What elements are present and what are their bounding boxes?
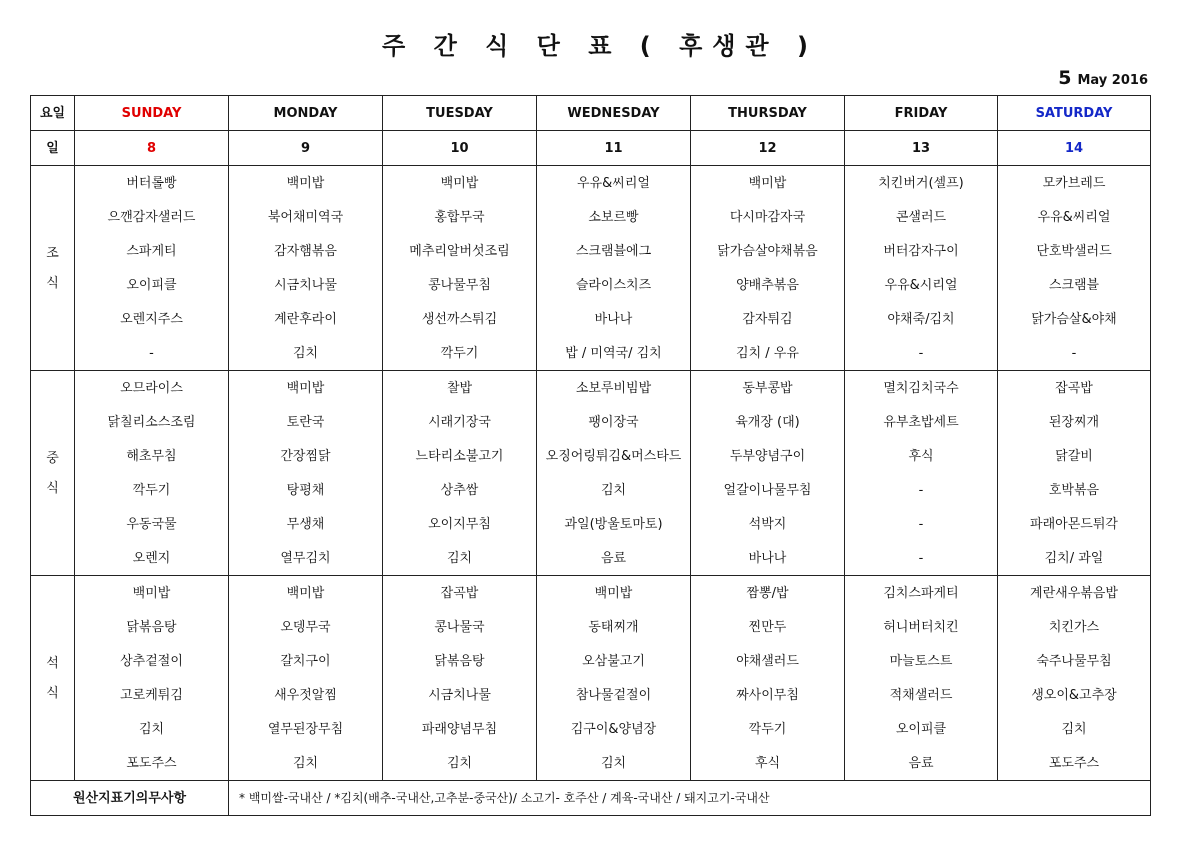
menu-item-cell: 마늘토스트 — [845, 644, 998, 678]
breakfast-row — [31, 336, 1151, 371]
menu-item-cell: 단호박샐러드 — [998, 234, 1151, 268]
breakfast-row — [31, 302, 1151, 336]
menu-item-cell: 찐만두 — [691, 610, 845, 644]
menu-item-cell: 닭가슴살&야채 — [998, 302, 1151, 336]
date-cell-tuesday: 10 — [383, 131, 537, 166]
menu-item-cell: 백미밥 — [691, 166, 845, 201]
menu-item-cell: 바나나 — [537, 302, 691, 336]
menu-item-cell: 김구이&양념장 — [537, 712, 691, 746]
menu-item-cell: 생오이&고추장 — [998, 678, 1151, 712]
menu-item-cell: 오렌지 — [75, 541, 229, 576]
menu-item-cell: 감자튀김 — [691, 302, 845, 336]
menu-item-cell: 짬뽕/밥 — [691, 576, 845, 611]
breakfast-row — [31, 268, 1151, 302]
menu-item-cell: 콩나물국 — [383, 610, 537, 644]
day-header-monday: MONDAY — [229, 96, 383, 131]
menu-item-cell: 찰밥 — [383, 371, 537, 406]
menu-item-cell: 간장찜닭 — [229, 439, 383, 473]
menu-item-cell: 치킨버거(셀프) — [845, 166, 998, 201]
dinner-label: 석 식 — [31, 576, 75, 781]
menu-item-cell: 버터롤빵 — [75, 166, 229, 201]
menu-item-cell: 다시마감자국 — [691, 200, 845, 234]
breakfast-row — [31, 200, 1151, 234]
menu-item-cell: 계란새우볶음밥 — [998, 576, 1151, 611]
lunch-label: 중 식 — [31, 371, 75, 576]
menu-item-cell: 김치 — [998, 712, 1151, 746]
menu-item-cell: 김치 — [383, 746, 537, 781]
menu-item-cell: 오징어링튀김&머스타드 — [537, 439, 691, 473]
menu-item-cell: 닭볶음탕 — [383, 644, 537, 678]
menu-item-cell: 닭갈비 — [998, 439, 1151, 473]
menu-item-cell: 갈치구이 — [229, 644, 383, 678]
menu-item-cell: 육개장 (대) — [691, 405, 845, 439]
weekday-header-row — [31, 96, 1151, 131]
menu-item-cell: 콩나물무침 — [383, 268, 537, 302]
menu-item-cell: 오이피클 — [75, 268, 229, 302]
menu-item-cell: 적채샐러드 — [845, 678, 998, 712]
origin-info-row — [31, 781, 1151, 816]
day-header-friday: FRIDAY — [845, 96, 998, 131]
breakfast-label: 조 식 — [31, 166, 75, 371]
lunch-row — [31, 541, 1151, 576]
menu-item-cell: 홍합무국 — [383, 200, 537, 234]
menu-item-cell: 오이피클 — [845, 712, 998, 746]
menu-item-cell: 새우젓알찜 — [229, 678, 383, 712]
menu-item-cell: - — [845, 336, 998, 371]
date-day: 5 — [1058, 67, 1072, 89]
menu-item-cell: 백미밥 — [537, 576, 691, 611]
menu-item-cell: 북어채미역국 — [229, 200, 383, 234]
menu-item-cell: 슬라이스치즈 — [537, 268, 691, 302]
menu-item-cell: 야채샐러드 — [691, 644, 845, 678]
breakfast-row — [31, 166, 1151, 201]
menu-item-cell: 백미밥 — [229, 371, 383, 406]
menu-item-cell: 소보루비빔밥 — [537, 371, 691, 406]
dinner-row — [31, 644, 1151, 678]
date-cell-sunday: 8 — [75, 131, 229, 166]
menu-item-cell: 바나나 — [691, 541, 845, 576]
dinner-row — [31, 678, 1151, 712]
menu-item-cell: 후식 — [845, 439, 998, 473]
date-cell-thursday: 12 — [691, 131, 845, 166]
menu-item-cell: 숙주나물무침 — [998, 644, 1151, 678]
menu-item-cell: 상추쌈 — [383, 473, 537, 507]
lunch-row — [31, 507, 1151, 541]
date-cell-monday: 9 — [229, 131, 383, 166]
menu-item-cell: 김치 — [537, 746, 691, 781]
menu-item-cell: 상추겉절이 — [75, 644, 229, 678]
dinner-row — [31, 712, 1151, 746]
menu-item-cell: 후식 — [691, 746, 845, 781]
menu-item-cell: 시금치나물 — [229, 268, 383, 302]
menu-item-cell: 닭볶음탕 — [75, 610, 229, 644]
menu-item-cell: 허니버터치킨 — [845, 610, 998, 644]
menu-item-cell: 김치 / 우유 — [691, 336, 845, 371]
menu-item-cell: 백미밥 — [75, 576, 229, 611]
menu-item-cell: 짜사이무침 — [691, 678, 845, 712]
date-cell-wednesday: 11 — [537, 131, 691, 166]
menu-item-cell: 두부양념구이 — [691, 439, 845, 473]
menu-item-cell: 포도주스 — [75, 746, 229, 781]
menu-item-cell: 오삼불고기 — [537, 644, 691, 678]
menu-item-cell: 치킨가스 — [998, 610, 1151, 644]
date-month-year: May 2016 — [1077, 73, 1148, 88]
day-header-saturday: SATURDAY — [998, 96, 1151, 131]
menu-item-cell: 음료 — [845, 746, 998, 781]
date-cell-saturday: 14 — [998, 131, 1151, 166]
menu-item-cell: 무생채 — [229, 507, 383, 541]
day-header-sunday: SUNDAY — [75, 96, 229, 131]
menu-item-cell: 깍두기 — [75, 473, 229, 507]
menu-item-cell: 오므라이스 — [75, 371, 229, 406]
menu-item-cell: 호박볶음 — [998, 473, 1151, 507]
day-header-thursday: THURSDAY — [691, 96, 845, 131]
menu-item-cell: 버터감자구이 — [845, 234, 998, 268]
menu-item-cell: 석박지 — [691, 507, 845, 541]
menu-item-cell: 팽이장국 — [537, 405, 691, 439]
menu-item-cell: 으깬감자샐러드 — [75, 200, 229, 234]
menu-item-cell: 닭칠리소스조림 — [75, 405, 229, 439]
page-title: 주 간 식 단 표 ( 후생관 ) — [382, 32, 818, 60]
origin-info-note: * 백미쌀-국내산 / *김치(배추-국내산,고추분-중국산)/ 소고기- 호주산 / 계육-국내산 / 돼지고기-국내산 — [229, 781, 1151, 816]
menu-item-cell: 소보르빵 — [537, 200, 691, 234]
day-header-wednesday: WEDNESDAY — [537, 96, 691, 131]
menu-item-cell: 생선까스튀김 — [383, 302, 537, 336]
menu-item-cell: 참나물겉절이 — [537, 678, 691, 712]
menu-item-cell: 파래양념무침 — [383, 712, 537, 746]
menu-item-cell: 백미밥 — [229, 166, 383, 201]
menu-item-cell: 포도주스 — [998, 746, 1151, 781]
menu-item-cell: 오뎅무국 — [229, 610, 383, 644]
menu-item-cell: 열무된장무침 — [229, 712, 383, 746]
menu-item-cell: 우유&씨리얼 — [998, 200, 1151, 234]
menu-item-cell: 느타리소불고기 — [383, 439, 537, 473]
menu-date — [1058, 67, 1148, 89]
date-label-cell: 일 — [31, 131, 75, 166]
menu-item-cell: 깍두기 — [383, 336, 537, 371]
breakfast-row — [31, 234, 1151, 268]
dinner-row — [31, 610, 1151, 644]
day-label-cell: 요일 — [31, 96, 75, 131]
menu-item-cell: 오렌지주스 — [75, 302, 229, 336]
lunch-row — [31, 405, 1151, 439]
menu-item-cell: 계란후라이 — [229, 302, 383, 336]
menu-item-cell: 멸치김치국수 — [845, 371, 998, 406]
menu-item-cell: 콘샐러드 — [845, 200, 998, 234]
menu-item-cell: 백미밥 — [383, 166, 537, 201]
menu-item-cell: - — [998, 336, 1151, 371]
menu-item-cell: 우동국물 — [75, 507, 229, 541]
menu-item-cell: - — [845, 507, 998, 541]
menu-item-cell: 잡곡밥 — [998, 371, 1151, 406]
dinner-row — [31, 576, 1151, 611]
menu-item-cell: - — [845, 541, 998, 576]
menu-item-cell: 김치 — [75, 712, 229, 746]
menu-item-cell: 토란국 — [229, 405, 383, 439]
menu-item-cell: 얼갈이나물무침 — [691, 473, 845, 507]
menu-item-cell: 음료 — [537, 541, 691, 576]
menu-item-cell: 밥 / 미역국/ 김치 — [537, 336, 691, 371]
menu-item-cell: 된장찌개 — [998, 405, 1151, 439]
dinner-row — [31, 746, 1151, 781]
menu-item-cell: 백미밥 — [229, 576, 383, 611]
menu-item-cell: 고로케튀김 — [75, 678, 229, 712]
menu-item-cell: 스파게티 — [75, 234, 229, 268]
menu-item-cell: 해초무침 — [75, 439, 229, 473]
menu-item-cell: 모카브레드 — [998, 166, 1151, 201]
lunch-row — [31, 473, 1151, 507]
menu-item-cell: 잡곡밥 — [383, 576, 537, 611]
menu-item-cell: 메추리알버섯조림 — [383, 234, 537, 268]
menu-item-cell: 감자햄볶음 — [229, 234, 383, 268]
menu-item-cell: 우유&시리얼 — [845, 268, 998, 302]
day-header-tuesday: TUESDAY — [383, 96, 537, 131]
menu-item-cell: 과일(방울토마토) — [537, 507, 691, 541]
lunch-row — [31, 371, 1151, 406]
menu-item-cell: 스크램블 — [998, 268, 1151, 302]
menu-item-cell: 동부콩밥 — [691, 371, 845, 406]
lunch-row — [31, 439, 1151, 473]
menu-item-cell: - — [75, 336, 229, 371]
menu-item-cell: 탕평채 — [229, 473, 383, 507]
menu-item-cell: 열무김치 — [229, 541, 383, 576]
menu-item-cell: 오이지무침 — [383, 507, 537, 541]
menu-item-cell: 닭가슴살야채볶음 — [691, 234, 845, 268]
date-header-row — [31, 131, 1151, 166]
menu-item-cell: 김치스파게티 — [845, 576, 998, 611]
origin-info-label: 원산지표기의무사항 — [31, 781, 229, 816]
menu-item-cell: 동태찌개 — [537, 610, 691, 644]
menu-item-cell: 김치 — [229, 746, 383, 781]
menu-item-cell: 우유&씨리얼 — [537, 166, 691, 201]
menu-item-cell: 김치 — [229, 336, 383, 371]
date-cell-friday: 13 — [845, 131, 998, 166]
menu-item-cell: 시래기장국 — [383, 405, 537, 439]
weekly-menu-table — [30, 95, 1151, 816]
menu-item-cell: 스크램블에그 — [537, 234, 691, 268]
menu-item-cell: 양배추볶음 — [691, 268, 845, 302]
menu-item-cell: 시금치나물 — [383, 678, 537, 712]
menu-item-cell: 파래아몬드튀각 — [998, 507, 1151, 541]
menu-item-cell: 김치 — [537, 473, 691, 507]
menu-item-cell: 김치 — [383, 541, 537, 576]
menu-item-cell: - — [845, 473, 998, 507]
menu-item-cell: 김치/ 과일 — [998, 541, 1151, 576]
menu-item-cell: 유부초밥세트 — [845, 405, 998, 439]
menu-item-cell: 야채죽/김치 — [845, 302, 998, 336]
menu-item-cell: 깍두기 — [691, 712, 845, 746]
